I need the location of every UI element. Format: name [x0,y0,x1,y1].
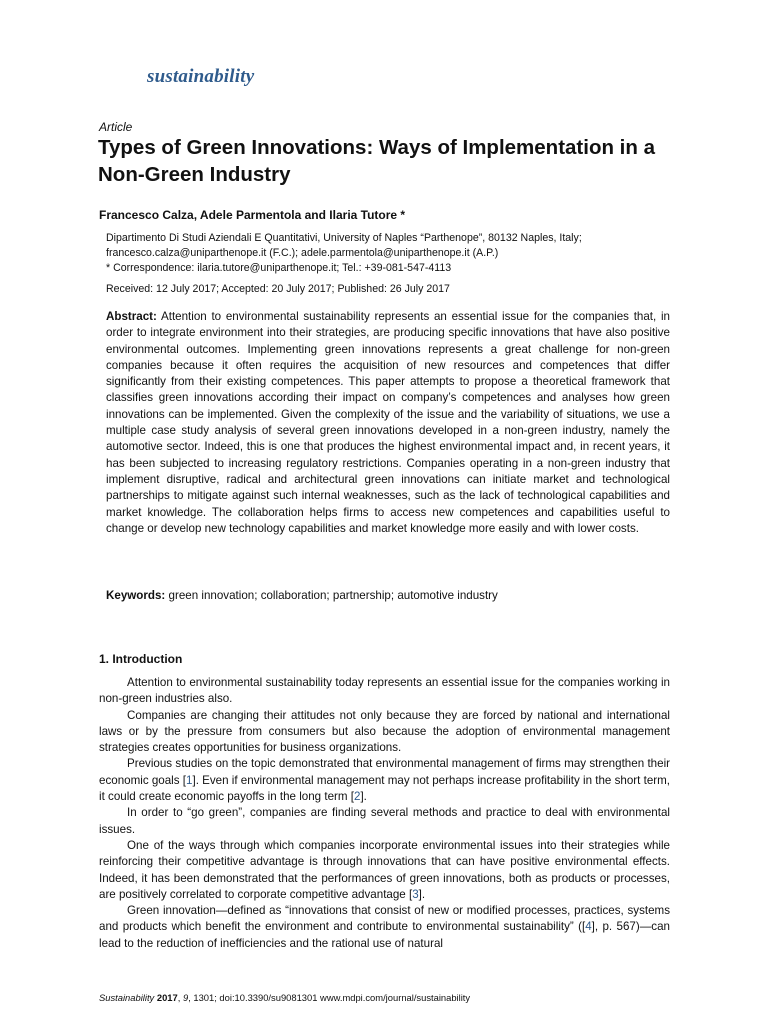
paragraph [99,756,670,805]
section-body [99,675,670,952]
keywords [106,589,498,602]
abstract-text: Attention to environmental sustainability represents an essential issue for the companies that, in order to integrate environment into their strategies, are producing specific innovations that have also positive environmental outcomes. Implementing green innovations represents a great challenge for non-green companies because it often requires the acquisition of new resources and competences that differ significantly from their existing competences. This paper attempts to propose a theoretical framework that classifies green innovations according their impact on company’s competences and analyses how green innovations can be implemented. Given the complexity of the issue and the variability of situations, we use a multiple case study analysis of several green innovations developed in a non-green industry, namely the automotive sector. Indeed, this is one that produces the highest environmental impact and, in recent years, it has been subjected to increasing regulatory restrictions. Companies operating in a non-green industry that implement disruptive, radical and architectural green innovations can initiate market and technological partnerships to mitigate against such internal weaknesses, such as the lack of technological capabilities and market knowledge. The collaboration helps firms to access new competences and capabilities useful to change or develop new technology capabilities and market knowledge more easily and with lower costs. [106,310,670,535]
keywords-text: green innovation; collaboration; partnership; automotive industry [168,589,498,602]
correspondence[interactable]: * Correspondence: ilaria.tutore@uniparthenope.it; Tel.: +39-081-547-4113 [106,262,452,274]
footer-year: 2017 [156,992,178,1003]
authors: Francesco Calza, Adele Parmentola and Ilaria Tutore * [99,208,406,222]
abstract [106,309,670,537]
paragraph: Companies are changing their attitudes not only because they are forced by national and international laws or by the pressure from consumers but also because the adoption of environmental management strategies creates opportunities for business organizations. [99,708,670,755]
journal-name: sustainability [147,66,255,87]
footer-rest[interactable]: , 1301; doi:10.3390/su9081301 www.mdpi.com/journal/sustainability [188,992,471,1003]
text-run: ]. Even if environmental management may not perhaps increase profitability in the short term, it could create economic payoffs in the long term [ [99,773,671,804]
affiliation-line: Dipartimento Di Studi Aziendali E Quantitativi, University of Naples “Parthenope”, 80132 Naples, Italy; [106,232,582,244]
citation-link[interactable]: 1 [186,773,193,787]
footer-volume: 9 [182,992,189,1003]
text-run: ], p. 567)—can lead to the reduction of inefficiencies and the rational use of natural [99,920,670,950]
paragraph: In order to “go green”, companies are finding several methods and practice to deal with environmental issues. [99,806,670,836]
text-run: ]. [418,887,426,901]
paragraph [99,903,670,952]
citation-link[interactable]: 3 [412,887,419,901]
keywords-label: Keywords: [106,589,166,602]
text-run: Previous studies on the topic demonstrated that environmental management of firms may strengthen their economic goals [ [99,757,670,787]
article-type: Article [99,120,133,134]
affiliation [106,231,706,276]
text-run: ]. [360,790,367,804]
publication-dates: Received: 12 July 2017; Accepted: 20 July 2017; Published: 26 July 2017 [106,283,450,295]
affiliation-emails[interactable]: francesco.calza@uniparthenope.it (F.C.); adele.parmentola@uniparthenope.it (A.P.) [106,247,499,259]
paragraph [99,838,670,903]
paragraph: Attention to environmental sustainability today represents an essential issue for the companies working in non-green industries also. [99,676,670,706]
text-run: Green innovation—defined as “innovations that consist of new or modified processes, practices, systems and products which benefit the environment and contribute to environmental sustainability” ([ [99,904,670,934]
citation-link[interactable]: 4 [585,920,592,934]
abstract-label: Abstract: [106,310,157,323]
page-footer: Sustainability 2017, 9, 1301; doi:10.3390/su9081301 www.mdpi.com/journal/sustainability [99,992,471,1003]
section-heading: 1. Introduction [99,652,183,666]
footer-journal: Sustainability [99,992,155,1003]
text-run: One of the ways through which companies incorporate environmental issues into their strategies while reinforcing their competitive advantage is through innovations that can have positive environmental effects. Indeed, it has been demonstrated that the performances of green innovations, both as products or processes, are positively correlated to corporate competitive advantage [ [99,838,670,901]
citation-link[interactable]: 2 [353,790,361,804]
paper-title: Types of Green Innovations: Ways of Implementation in a Non-Green Industry [98,136,655,186]
